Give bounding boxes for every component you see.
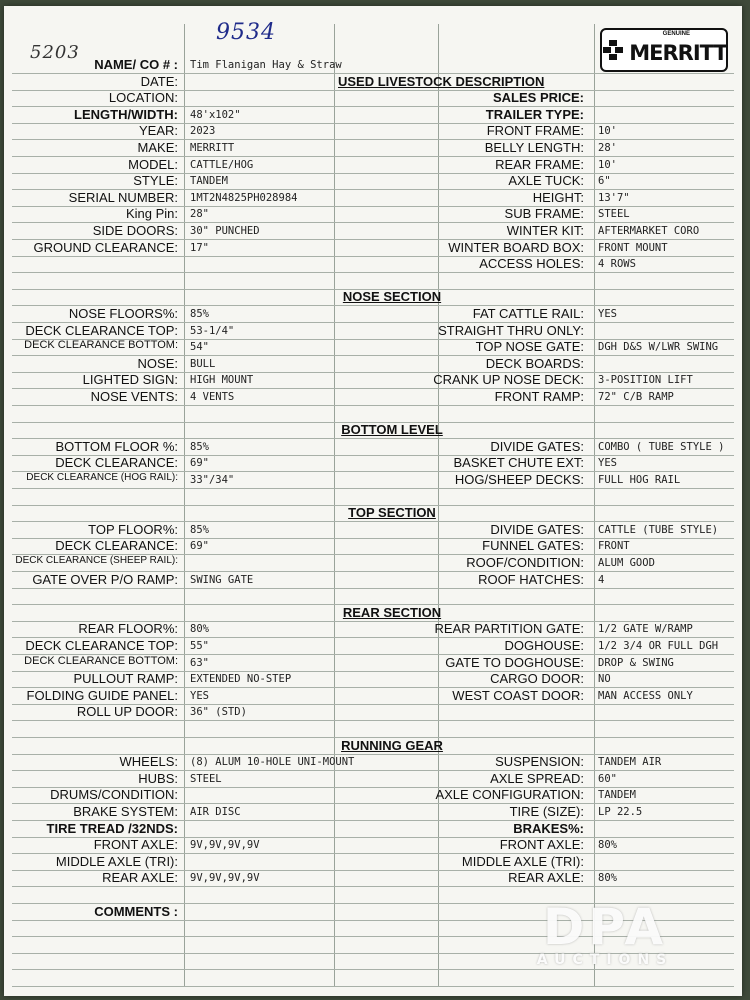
date-label: DATE:	[140, 73, 178, 89]
handwritten-stock-number: 9534	[216, 20, 276, 45]
location-label: LOCATION:	[108, 90, 178, 106]
form-row	[12, 604, 734, 622]
form-row	[12, 737, 734, 755]
gear-value: STEEL	[190, 772, 222, 785]
gear-value: 60"	[598, 772, 617, 785]
rear-value: 1/2 3/4 OR FULL DGH	[598, 640, 719, 652]
form-row	[12, 820, 734, 838]
form-row	[12, 189, 734, 207]
spec-value: 2023	[190, 125, 216, 138]
spec-label: MODEL:	[128, 156, 178, 172]
top-value: 85%	[190, 523, 209, 536]
form-row	[12, 338, 734, 356]
rear-value: 80%	[190, 623, 209, 636]
nose-label: DECK BOARDS:	[485, 355, 584, 371]
bottom-value: 69"	[190, 457, 209, 470]
rear-label: PULLOUT RAMP:	[73, 671, 178, 687]
bottom-label: BOTTOM FLOOR %:	[55, 438, 178, 454]
form-row	[12, 969, 734, 987]
nose-value: 53-1/4"	[190, 324, 235, 337]
bottom-value: FULL HOG RAIL	[598, 474, 681, 486]
form-row	[12, 620, 734, 638]
gear-label: TIRE (SIZE):	[509, 804, 584, 819]
spec-value: 28'	[598, 142, 617, 154]
form-row	[12, 371, 734, 389]
nose-label: FRONT RAMP:	[494, 389, 584, 404]
nose-label: NOSE:	[137, 355, 178, 371]
logo-genuine-text: GENUINE	[662, 31, 690, 37]
top-section-title: TOP SECTION	[348, 505, 436, 521]
spec-value: 4 ROWS	[598, 258, 636, 271]
gear-value: TANDEM AIR	[598, 756, 662, 769]
top-label: DECK CLEARANCE:	[55, 538, 178, 554]
rear-label: ROLL UP DOOR:	[76, 704, 178, 720]
nose-value: BULL	[190, 357, 216, 370]
rear-value: 63"	[190, 656, 209, 669]
gear-label: REAR AXLE:	[508, 870, 584, 886]
top-label: ROOF HATCHES:	[478, 571, 584, 587]
spec-value: 13'7"	[598, 191, 630, 204]
form-row	[12, 255, 734, 273]
gear-label: SUSPENSION:	[495, 754, 584, 770]
nose-value: HIGH MOUNT	[190, 374, 254, 387]
top-value: SWING GATE	[190, 573, 254, 586]
nose-value: 4 VENTS	[190, 391, 235, 403]
gear-label: HUBS:	[138, 770, 178, 786]
spec-label: King Pin:	[125, 206, 178, 222]
form-row	[12, 438, 734, 456]
form-row	[12, 122, 734, 140]
form-row	[12, 454, 734, 472]
form-row	[12, 554, 734, 572]
bottom-label: DECK CLEARANCE (HOG RAIL):	[26, 472, 178, 483]
rear-value: YES	[190, 689, 209, 702]
gear-label: BRAKES%:	[513, 820, 584, 836]
spec-value: 30" PUNCHED	[190, 225, 260, 237]
inspection-form	[4, 6, 742, 996]
spec-value: CATTLE/HOG	[190, 158, 254, 171]
form-row	[12, 770, 734, 788]
gear-value: 80%	[598, 872, 617, 885]
top-label: ROOF/CONDITION:	[466, 555, 584, 570]
form-row	[12, 587, 734, 605]
top-label: FUNNEL GATES:	[482, 538, 584, 554]
spec-value: 17"	[190, 241, 209, 254]
bottom-label: HOG/SHEEP DECKS:	[454, 472, 584, 487]
spec-label: BELLY LENGTH:	[484, 140, 584, 155]
bottom-label: DECK CLEARANCE:	[55, 455, 178, 471]
rear-label: DECK CLEARANCE BOTTOM:	[24, 654, 178, 667]
spec-value: 1MT2N4825PH028984	[190, 191, 298, 204]
form-row	[12, 288, 734, 306]
form-row	[12, 272, 734, 290]
form-row	[12, 305, 734, 323]
spec-label: SIDE DOORS:	[92, 223, 178, 238]
spec-value: TANDEM	[190, 175, 228, 188]
gear-value: 80%	[598, 839, 617, 852]
form-row	[12, 537, 734, 555]
nose-label: NOSE VENTS:	[90, 389, 178, 404]
spec-label: REAR FRAME:	[495, 156, 584, 172]
form-row	[12, 753, 734, 771]
form-row	[12, 853, 734, 871]
nose-value: DGH D&S W/LWR SWING	[598, 341, 719, 354]
spec-value: 6"	[598, 175, 611, 188]
form-row	[12, 504, 734, 522]
rear-label: GATE TO DOGHOUSE:	[445, 654, 584, 670]
watermark-dpa: DPA	[542, 898, 668, 956]
form-row	[12, 172, 734, 190]
form-row	[12, 687, 734, 705]
nose-label: DECK CLEARANCE TOP:	[25, 322, 178, 338]
bottom-value: COMBO ( TUBE STYLE )	[598, 440, 725, 453]
form-row	[12, 222, 734, 240]
gear-label: BRAKE SYSTEM:	[73, 804, 178, 819]
spec-value: 10'	[598, 125, 617, 138]
spec-value: 28"	[190, 208, 209, 221]
gear-label: TIRE TREAD /32NDS:	[46, 820, 178, 836]
rear-label: REAR FLOOR%:	[78, 621, 178, 637]
gear-value: LP 22.5	[598, 806, 643, 818]
top-label: GATE OVER P/O RAMP:	[32, 571, 178, 587]
spec-value: AFTERMARKET CORO	[598, 225, 700, 237]
nose-label: LIGHTED SIGN:	[82, 372, 178, 388]
nose-label: STRAIGHT THRU ONLY:	[438, 322, 584, 338]
top-value: ALUM GOOD	[598, 557, 655, 569]
form-row	[12, 703, 734, 721]
form-row	[12, 869, 734, 887]
nose-section-title: NOSE SECTION	[342, 289, 442, 305]
spec-label: WINTER KIT:	[506, 223, 584, 238]
gear-value: (8) ALUM 10-HOLE UNI-MOUNT	[190, 756, 355, 769]
comments-label: COMMENTS :	[94, 903, 178, 919]
gear-label: DRUMS/CONDITION:	[50, 787, 178, 803]
rear-label: FOLDING GUIDE PANEL:	[26, 687, 178, 703]
rear-value: MAN ACCESS ONLY	[598, 689, 693, 702]
gear-label: AXLE SPREAD:	[490, 770, 584, 786]
form-row	[12, 56, 734, 74]
form-row	[12, 521, 734, 539]
rear-value: 36" (STD)	[190, 706, 247, 719]
spec-label: STYLE:	[133, 173, 178, 189]
top-value: 69"	[190, 540, 209, 553]
form-row	[12, 488, 734, 506]
gear-label: MIDDLE AXLE (TRI):	[55, 853, 178, 869]
spec-label: SERIAL NUMBER:	[68, 189, 178, 205]
nose-value: YES	[598, 308, 617, 320]
dpa-auctions-watermark	[520, 898, 690, 968]
length-label: LENGTH/WIDTH:	[74, 106, 178, 122]
form-row	[12, 239, 734, 257]
spec-value: MERRITT	[190, 142, 235, 154]
nose-value: 54"	[190, 341, 209, 354]
name-label: NAME/ CO # :	[94, 57, 178, 72]
nose-label: CRANK UP NOSE DECK:	[433, 372, 584, 388]
spec-label: SUB FRAME:	[504, 206, 584, 222]
nose-value: 72" C/B RAMP	[598, 391, 674, 403]
gear-label: AXLE CONFIGURATION:	[435, 787, 584, 803]
form-row	[12, 803, 734, 821]
form-row	[12, 471, 734, 489]
length-value: 48'x102"	[190, 108, 241, 121]
top-value: FRONT	[598, 540, 630, 553]
gear-value: AIR DISC	[190, 806, 241, 818]
spec-label: AXLE TUCK:	[508, 173, 584, 189]
nose-label: NOSE FLOORS%:	[68, 306, 178, 321]
spec-label: HEIGHT:	[532, 189, 584, 205]
trailer-type-label: TRAILER TYPE:	[485, 106, 584, 122]
spec-label: MAKE:	[137, 140, 178, 155]
nose-label: FAT CATTLE RAIL:	[472, 306, 584, 321]
form-row	[12, 205, 734, 223]
form-title: USED LIVESTOCK DESCRIPTION	[338, 73, 545, 89]
gear-label: REAR AXLE:	[102, 870, 178, 886]
gear-label: MIDDLE AXLE (TRI):	[461, 853, 584, 869]
top-label: DECK CLEARANCE (SHEEP RAIL):	[15, 555, 178, 566]
gear-label: FRONT AXLE:	[499, 837, 584, 853]
bottom-value: 85%	[190, 440, 209, 453]
top-value: 4	[598, 573, 605, 586]
rear-label: WEST COAST DOOR:	[452, 687, 584, 703]
sales-price-label: SALES PRICE:	[492, 90, 584, 106]
spec-label: WINTER BOARD BOX:	[448, 239, 584, 255]
bottom-label: BASKET CHUTE EXT:	[453, 455, 584, 471]
rear-label: REAR PARTITION GATE:	[434, 621, 584, 637]
gear-value: 9V,9V,9V,9V	[190, 872, 260, 885]
top-label: DIVIDE GATES:	[490, 521, 584, 537]
rear-value: NO	[598, 673, 611, 686]
rear-value: 55"	[190, 640, 209, 652]
nose-value: 85%	[190, 308, 209, 320]
spec-label: ACCESS HOLES:	[479, 256, 584, 272]
rear-value: 1/2 GATE W/RAMP	[598, 623, 693, 636]
spec-label: YEAR:	[138, 123, 178, 139]
form-row	[12, 355, 734, 373]
watermark-auctions: AUCTIONS	[536, 952, 674, 968]
spec-label: GROUND CLEARANCE:	[33, 239, 178, 255]
rear-label: DECK CLEARANCE TOP:	[25, 638, 178, 653]
form-row	[12, 670, 734, 688]
bottom-label: DIVIDE GATES:	[490, 438, 584, 454]
form-row	[12, 786, 734, 804]
nose-value: 3-POSITION LIFT	[598, 374, 693, 387]
form-row	[12, 89, 734, 107]
spec-label: FRONT FRAME:	[486, 123, 584, 139]
gear-value: 9V,9V,9V,9V	[190, 839, 260, 852]
handwritten-unit-number: 5203	[30, 42, 80, 63]
logo-name: MERRITT	[629, 41, 727, 65]
form-row	[12, 388, 734, 406]
form-row	[12, 139, 734, 157]
form-row	[12, 156, 734, 174]
bottom-level-title: BOTTOM LEVEL	[341, 422, 443, 438]
top-value: CATTLE (TUBE STYLE)	[598, 523, 719, 536]
form-row	[12, 322, 734, 340]
running-gear-title: RUNNING GEAR	[341, 737, 443, 753]
rear-value: EXTENDED NO-STEP	[190, 673, 292, 686]
form-row	[12, 637, 734, 655]
form-row	[12, 73, 734, 91]
gear-label: WHEELS:	[119, 754, 178, 770]
gear-label: FRONT AXLE:	[93, 837, 178, 853]
rear-label: CARGO DOOR:	[490, 671, 584, 687]
form-row	[12, 405, 734, 423]
form-row	[12, 720, 734, 738]
top-label: TOP FLOOR%:	[88, 521, 178, 537]
rear-section-title: REAR SECTION	[342, 604, 442, 620]
nose-label: TOP NOSE GATE:	[475, 339, 584, 355]
rear-value: DROP & SWING	[598, 656, 674, 669]
form-row	[12, 836, 734, 854]
form-row	[12, 654, 734, 672]
spec-value: 10'	[598, 158, 617, 171]
spec-value: FRONT MOUNT	[598, 241, 668, 254]
bottom-value: YES	[598, 457, 617, 470]
nose-label: DECK CLEARANCE BOTTOM:	[24, 339, 178, 352]
spec-value: STEEL	[598, 208, 630, 221]
form-row	[12, 421, 734, 439]
form-row	[12, 571, 734, 589]
name-value: Tim Flanigan Hay & Straw	[190, 59, 342, 71]
bottom-value: 33"/34"	[190, 474, 235, 486]
gear-value: TANDEM	[598, 789, 636, 802]
rear-label: DOGHOUSE:	[504, 638, 584, 653]
form-row	[12, 106, 734, 124]
